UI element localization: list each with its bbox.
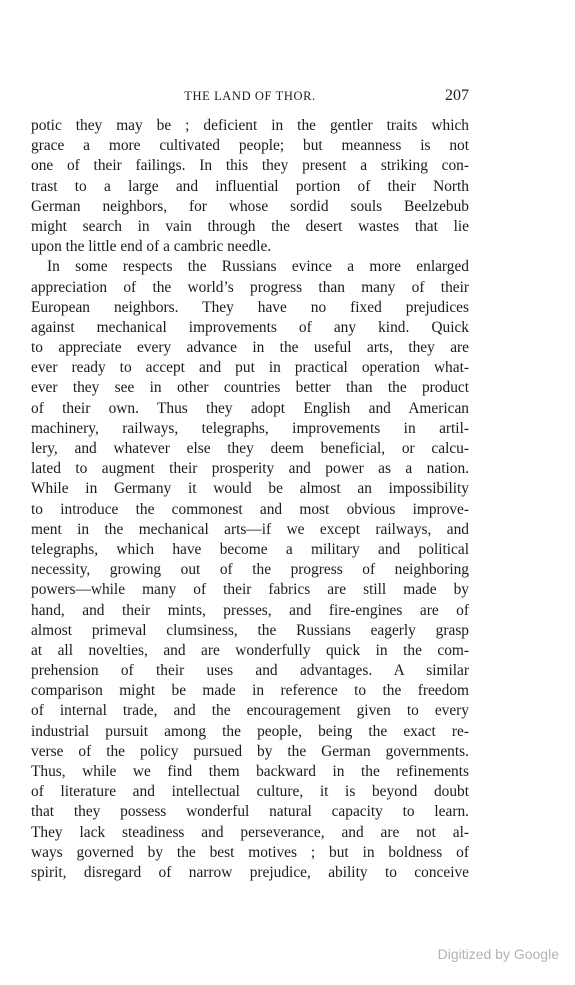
text-line: to appreciate every advance in the useful arts, they are — [31, 339, 469, 357]
text-line: While in Germany it would be almost an impossibility — [31, 480, 469, 498]
running-head — [31, 86, 469, 106]
text-line: at all novelties, and are wonderfully quick in the com- — [31, 641, 469, 659]
running-title: THE LAND OF THOR. — [184, 89, 316, 103]
text-line: of their own. Thus they adopt English and American — [31, 399, 469, 417]
text-line: They lack steadiness and perseverance, and are not al- — [31, 823, 469, 841]
text-line: to introduce the commonest and most obvious improve- — [31, 500, 469, 518]
page-number: 207 — [445, 87, 469, 104]
text-line: prehension of their uses and advantages. A similar — [31, 662, 469, 680]
text-line: Thus, while we find them backward in the refinements — [31, 763, 469, 780]
text-line: grace a more cultivated people; but meanness is not — [31, 137, 469, 155]
text-line: European neighbors. They have no fixed prejudices — [31, 298, 469, 316]
text-line: potic they may be ; deficient in the gentler traits which — [31, 117, 469, 134]
text-line: that they possess wonderful natural capacity to learn. — [31, 803, 469, 821]
text-line: comparison might be made in reference to the freedom — [31, 682, 469, 700]
text-line: almost primeval clumsiness, the Russians eagerly grasp — [31, 621, 469, 639]
text-line: ways governed by the best motives ; but in boldness of — [31, 843, 469, 861]
text-line: one of their failings. In this they present a striking con- — [31, 157, 469, 175]
text-line: hand, and their mints, presses, and fire-engines are of — [31, 601, 469, 619]
text-line: necessity, growing out of the progress of neighboring — [31, 561, 469, 579]
text-line: upon the little end of a cambric needle. — [31, 238, 272, 256]
text-line: appreciation of the world’s progress than many of their — [31, 278, 469, 296]
text-line: German neighbors, for whose sordid souls Beelzebub — [31, 197, 469, 215]
text-line: ment in the mechanical arts—if we except railways, and — [31, 520, 469, 538]
body-text — [31, 116, 469, 883]
text-line: In some respects the Russians evince a more enlarged — [47, 258, 469, 276]
text-line: lery, and whatever else they deem beneficial, or calcu- — [31, 440, 469, 457]
text-line: of internal trade, and the encouragement given to every — [31, 702, 469, 720]
text-line: powers—while many of their fabrics are still made by — [31, 581, 469, 599]
text-line: spirit, disregard of narrow prejudice, ability to conceive — [31, 863, 469, 881]
text-line: against mechanical improvements of any kind. Quick — [31, 318, 469, 336]
text-line: lated to augment their prosperity and power as a nation. — [31, 460, 469, 478]
text-line: machinery, railways, telegraphs, improvements in artil- — [31, 419, 469, 437]
digitized-by-watermark: Digitized by Google — [437, 946, 559, 962]
text-line: verse of the policy pursued by the German governments. — [31, 742, 469, 760]
text-line: telegraphs, which have become a military and political — [31, 540, 469, 558]
text-line: ever ready to accept and put in practical operation what- — [31, 359, 469, 377]
text-line: industrial pursuit among the people, being the exact re- — [31, 722, 469, 740]
text-line: of literature and intellectual culture, it is beyond doubt — [31, 783, 469, 801]
text-line: trast to a large and influential portion of their North — [31, 177, 469, 195]
text-line: ever they see in other countries better than the product — [31, 379, 469, 397]
text-line: might search in vain through the desert wastes that lie — [31, 217, 469, 235]
